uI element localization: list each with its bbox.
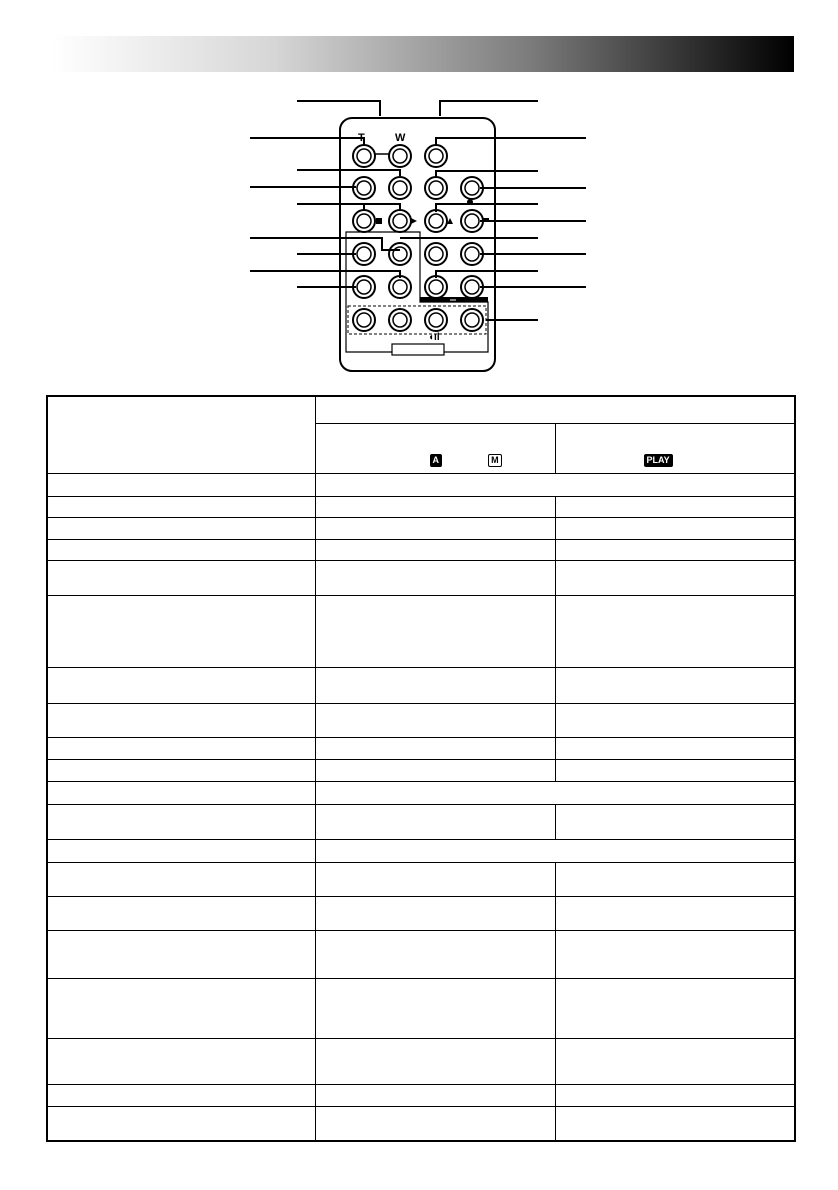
record-mode-cell bbox=[315, 517, 555, 539]
record-mode-cell bbox=[315, 804, 555, 839]
function-cell bbox=[47, 781, 315, 804]
record-mode-cell bbox=[315, 896, 555, 930]
table-row bbox=[47, 539, 795, 560]
table-row bbox=[47, 804, 795, 839]
table-row bbox=[47, 517, 795, 539]
record-mode-cell bbox=[315, 595, 555, 667]
table-row bbox=[47, 839, 795, 862]
remote-slot bbox=[392, 344, 444, 355]
record-mode-cell bbox=[315, 539, 555, 560]
record-mode-cell bbox=[315, 496, 555, 517]
function-cell bbox=[47, 517, 315, 539]
record-mode-cell bbox=[315, 978, 555, 1038]
header-modes-cell bbox=[315, 396, 795, 423]
function-cell bbox=[47, 560, 315, 595]
record-mode-cell bbox=[315, 737, 555, 759]
record-mode-cell bbox=[315, 703, 555, 737]
play-mode-cell bbox=[555, 1038, 795, 1084]
function-table bbox=[46, 395, 796, 1142]
play-mode-cell bbox=[555, 703, 795, 737]
table-body bbox=[47, 396, 795, 1141]
function-cell bbox=[47, 862, 315, 896]
table-row bbox=[47, 862, 795, 896]
play-mode-cell bbox=[555, 595, 795, 667]
play-mode-cell bbox=[555, 978, 795, 1038]
header-play-mode-cell bbox=[555, 423, 795, 473]
play-mode-cell bbox=[555, 930, 795, 978]
play-mode-cell bbox=[555, 539, 795, 560]
function-cell bbox=[47, 978, 315, 1038]
function-cell bbox=[47, 667, 315, 703]
callout-top-right bbox=[440, 101, 538, 116]
function-cell bbox=[47, 496, 315, 517]
header-function-cell bbox=[47, 396, 315, 473]
record-mode-cell bbox=[315, 930, 555, 978]
function-cell bbox=[47, 839, 315, 862]
play-mode-cell bbox=[555, 517, 795, 539]
record-mode-cell bbox=[315, 560, 555, 595]
record-mode-cell bbox=[315, 759, 555, 781]
play-mode-cell bbox=[555, 496, 795, 517]
left-arrow-icon bbox=[376, 218, 382, 224]
function-cell bbox=[47, 896, 315, 930]
function-cell bbox=[47, 737, 315, 759]
play-mode-cell bbox=[555, 896, 795, 930]
function-cell bbox=[47, 1084, 315, 1106]
play-mode-cell bbox=[555, 560, 795, 595]
play-mode-cell bbox=[555, 862, 795, 896]
signal-icon: ◖ıl bbox=[428, 332, 440, 343]
table-row bbox=[47, 737, 795, 759]
table-row bbox=[47, 473, 795, 496]
record-mode-cell bbox=[315, 862, 555, 896]
play-mode-cell bbox=[555, 759, 795, 781]
combined-mode-cell bbox=[315, 473, 795, 496]
callout-top-left bbox=[297, 101, 380, 116]
table-row bbox=[47, 930, 795, 978]
table-row bbox=[47, 560, 795, 595]
table-row bbox=[47, 978, 795, 1038]
function-cell bbox=[47, 703, 315, 737]
table-row bbox=[47, 496, 795, 517]
combined-mode-cell bbox=[315, 839, 795, 862]
play-mode-cell bbox=[555, 737, 795, 759]
play-mode-cell bbox=[555, 667, 795, 703]
play-mode-badge: PLAY bbox=[644, 454, 673, 467]
table-row bbox=[47, 1084, 795, 1106]
function-cell bbox=[47, 759, 315, 781]
auto-mode-badge: A bbox=[430, 454, 443, 467]
play-mode-cell bbox=[555, 1106, 795, 1141]
function-cell bbox=[47, 539, 315, 560]
tele-label: T bbox=[358, 132, 365, 144]
remote-control-diagram bbox=[0, 0, 838, 395]
table-row bbox=[47, 703, 795, 737]
function-cell bbox=[47, 930, 315, 978]
wide-label: W bbox=[395, 132, 406, 144]
function-cell bbox=[47, 1038, 315, 1084]
table-row bbox=[47, 759, 795, 781]
play-mode-cell bbox=[555, 804, 795, 839]
function-cell bbox=[47, 1106, 315, 1141]
function-cell bbox=[47, 473, 315, 496]
record-mode-cell bbox=[315, 667, 555, 703]
record-mode-cell bbox=[315, 1038, 555, 1084]
table-row bbox=[47, 1038, 795, 1084]
manual-mode-badge: M bbox=[488, 454, 502, 467]
record-mode-cell bbox=[315, 1084, 555, 1106]
table-row bbox=[47, 1106, 795, 1141]
table-row bbox=[47, 595, 795, 667]
table-header-row-1 bbox=[47, 396, 795, 423]
table-row bbox=[47, 667, 795, 703]
combined-mode-cell bbox=[315, 781, 795, 804]
table-row bbox=[47, 896, 795, 930]
function-cell bbox=[47, 595, 315, 667]
table-row bbox=[47, 781, 795, 804]
header-record-mode-cell bbox=[315, 423, 555, 473]
play-mode-cell bbox=[555, 1084, 795, 1106]
record-mode-cell bbox=[315, 1106, 555, 1141]
function-cell bbox=[47, 804, 315, 839]
